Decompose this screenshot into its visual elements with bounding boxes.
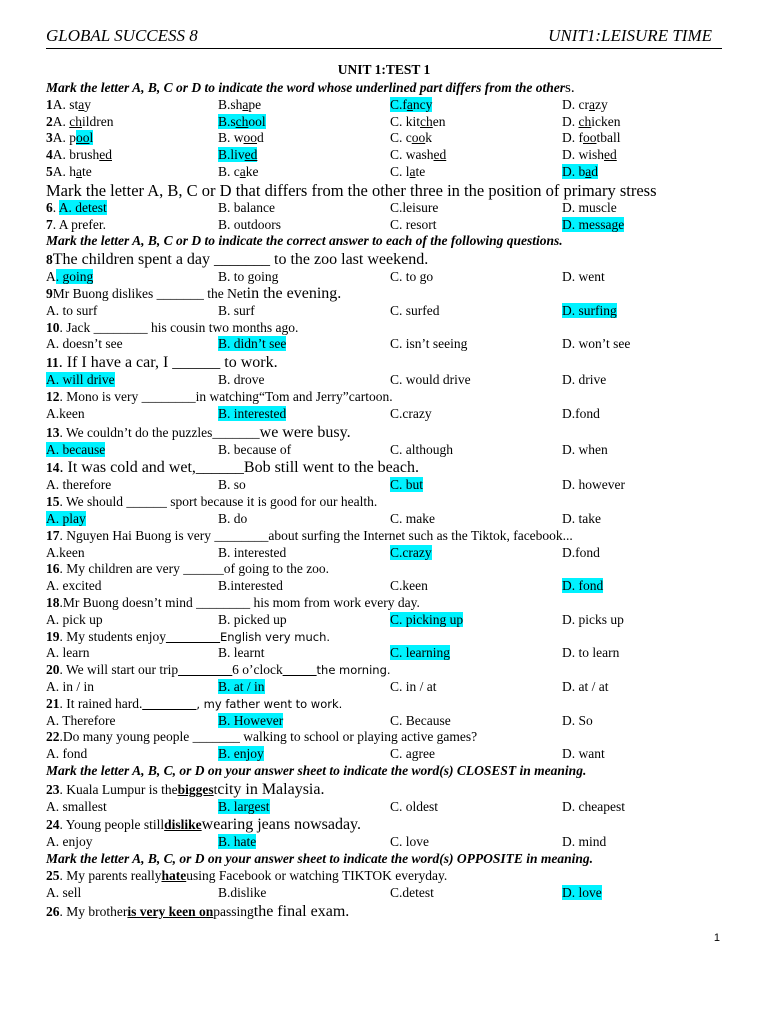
- q17-option-c[interactable]: C.crazy: [390, 544, 432, 560]
- question-4-options: [46, 147, 722, 164]
- question-18-stem: 18 .Mr Buong doesn’t mind ________ his mom from work every day.: [46, 594, 420, 610]
- q19-option-b[interactable]: B. learnt: [218, 645, 265, 661]
- q16-option-b[interactable]: B.interested: [218, 578, 283, 594]
- question-23-options: [46, 799, 722, 816]
- q25-option-a[interactable]: A. sell: [46, 884, 82, 900]
- question-19-options: [46, 645, 722, 662]
- q5-option-d[interactable]: D. bad: [562, 163, 598, 179]
- question-25-options: [46, 885, 722, 902]
- q24-option-a[interactable]: A. enjoy: [46, 834, 93, 850]
- q9-option-a[interactable]: A. to surf: [46, 302, 98, 318]
- q6-option-a[interactable]: 6. A. detest: [46, 199, 107, 215]
- question-24-stem: 24 . Young people still dislike wearing jeans nowsaday.: [46, 816, 362, 834]
- question-6-options: [46, 200, 722, 217]
- q10-option-d[interactable]: D. won’t see: [562, 336, 631, 352]
- q17-option-d[interactable]: D.fond: [562, 544, 600, 560]
- question-9-stem: 9 Mr Buong dislikes _______ the Net in the evening.: [46, 284, 342, 302]
- instruction-1: Mark the letter A, B, C or D to indicate the word whose underlined part differs from the other s.: [46, 80, 575, 96]
- q16-option-a[interactable]: A. excited: [46, 578, 102, 594]
- question-14-options: [46, 477, 722, 494]
- question-11-options: [46, 372, 722, 389]
- q1-option-c[interactable]: C.fancy: [390, 96, 433, 112]
- question-7-options: [46, 217, 722, 234]
- q18-option-c[interactable]: C. picking up: [390, 611, 464, 627]
- question-22-stem: 22 .Do many young people _______ walking to school or playing active games?: [46, 729, 478, 745]
- header-unit: UNIT1:LEISURE TIME: [548, 26, 712, 45]
- q7-option-a[interactable]: 7. A prefer.: [46, 216, 106, 232]
- q2-option-b[interactable]: B.school: [218, 113, 266, 129]
- q14-option-b[interactable]: B. so: [218, 477, 246, 493]
- q1-option-b[interactable]: B.shape: [218, 96, 262, 112]
- question-19-stem: 19 . My students enjoy ________ English very much.: [46, 628, 331, 644]
- question-13-options: [46, 442, 722, 459]
- q4-option-c[interactable]: C. washed: [390, 147, 447, 163]
- q20-option-b[interactable]: B. at / in: [218, 678, 265, 694]
- q24-option-b[interactable]: B. hate: [218, 834, 257, 850]
- q23-option-b[interactable]: B. largest: [218, 798, 270, 814]
- q17-option-a[interactable]: A.keen: [46, 544, 85, 560]
- q10-option-c[interactable]: C. isn’t seeing: [390, 336, 468, 352]
- q19-option-c[interactable]: C. learning: [390, 645, 450, 661]
- question-17-stem: 17 . Nguyen Hai Buong is very ________about surfing the Internet such as the Tiktok, facebook...: [46, 527, 573, 543]
- instruction-4: Mark the letter A, B, C, or D on your answer sheet to indicate the word(s) CLOSEST in meaning.: [46, 762, 587, 778]
- q8-option-b[interactable]: B. to going: [218, 269, 279, 285]
- q1-option-a[interactable]: 1A. stay: [46, 96, 92, 112]
- q12-option-c[interactable]: C.crazy: [390, 405, 432, 421]
- q4-option-a[interactable]: 4A. brushed: [46, 147, 112, 163]
- question-12-stem: 12 . Mono is very ________in watching“Tom and Jerry”cartoon.: [46, 388, 393, 404]
- q4-option-d[interactable]: D. wished: [562, 147, 617, 163]
- q7-option-b[interactable]: B. outdoors: [218, 216, 282, 232]
- question-5-options: [46, 164, 722, 181]
- q21-option-d[interactable]: D. So: [562, 712, 593, 728]
- q24-option-d[interactable]: D. mind: [562, 834, 607, 850]
- q3-option-a[interactable]: 3A. pool: [46, 130, 94, 146]
- question-24-options: [46, 834, 722, 851]
- q22-option-c[interactable]: C. agree: [390, 746, 435, 762]
- question-26-stem: 26 . My brother is very keen on passing the final exam.: [46, 902, 350, 920]
- q22-option-b[interactable]: B. enjoy: [218, 746, 264, 762]
- q18-option-b[interactable]: B. picked up: [218, 611, 287, 627]
- q23-option-c[interactable]: C. oldest: [390, 798, 439, 814]
- q1-option-d[interactable]: D. crazy: [562, 96, 608, 112]
- question-16-stem: 16 . My children are very ______of going to the zoo.: [46, 561, 330, 577]
- q25-option-c[interactable]: C.detest: [390, 884, 434, 900]
- q21-option-a[interactable]: A. Therefore: [46, 712, 116, 728]
- q21-option-c[interactable]: C. Because: [390, 712, 451, 728]
- q8-option-c[interactable]: C. to go: [390, 269, 434, 285]
- q2-option-c[interactable]: C. kitchen: [390, 113, 446, 129]
- question-25-stem: 25 . My parents really hate using Facebook or watching TIKTOK everyday.: [46, 868, 448, 884]
- q7-option-c[interactable]: C. resort: [390, 216, 437, 232]
- question-10-stem: 10 . Jack ________ his cousin two months ago.: [46, 319, 299, 335]
- q11-option-b[interactable]: B. drove: [218, 372, 265, 388]
- question-18-options: [46, 612, 722, 629]
- question-17-options: [46, 545, 722, 562]
- q12-option-a[interactable]: A.keen: [46, 405, 85, 421]
- question-16-options: [46, 578, 722, 595]
- question-20-stem: 20 . We will start our trip ________ 6 o’clock _____ the morning.: [46, 662, 391, 678]
- q19-option-a[interactable]: A. learn: [46, 645, 90, 661]
- q14-option-d[interactable]: D. however: [562, 477, 625, 493]
- q22-option-d[interactable]: D. want: [562, 746, 605, 762]
- q11-option-c[interactable]: C. would drive: [390, 372, 471, 388]
- test-title: UNIT 1:TEST 1: [337, 62, 431, 77]
- q16-option-d[interactable]: D. fond: [562, 578, 604, 594]
- question-9-options: [46, 303, 722, 320]
- q2-option-a[interactable]: 2A. children: [46, 113, 114, 129]
- q12-option-d[interactable]: D.fond: [562, 405, 600, 421]
- q6-option-d[interactable]: D. muscle: [562, 199, 617, 215]
- q13-option-b[interactable]: B. because of: [218, 441, 292, 457]
- question-20-options: [46, 679, 722, 696]
- instruction-5: Mark the letter A, B, C, or D on your answer sheet to indicate the word(s) OPPOSITE in meaning.: [46, 851, 594, 867]
- question-3-options: [46, 130, 722, 147]
- q10-option-b[interactable]: B. didn’t see: [218, 336, 287, 352]
- test-content: [46, 80, 722, 921]
- question-12-options: [46, 406, 722, 423]
- q21-option-b[interactable]: B. However: [218, 712, 284, 728]
- q20-option-d[interactable]: D. at / at: [562, 678, 609, 694]
- question-15-stem: 15 . We should ______ sport because it is good for our health.: [46, 494, 378, 510]
- q3-option-b[interactable]: B. wood: [218, 130, 264, 146]
- q25-option-d[interactable]: D. love: [562, 884, 602, 900]
- q3-option-d[interactable]: D. football: [562, 130, 621, 146]
- q8-option-d[interactable]: D. went: [562, 269, 605, 285]
- q23-option-a[interactable]: A. smallest: [46, 798, 107, 814]
- q5-option-a[interactable]: 5A. hate: [46, 163, 92, 179]
- q23-option-d[interactable]: D. cheapest: [562, 798, 625, 814]
- q5-option-b[interactable]: B. cake: [218, 163, 259, 179]
- q5-option-c[interactable]: C. late: [390, 163, 426, 179]
- q13-option-a[interactable]: A. because: [46, 441, 106, 457]
- q20-option-c[interactable]: C. in / at: [390, 678, 437, 694]
- header-divider: [46, 48, 722, 49]
- q15-option-b[interactable]: B. do: [218, 510, 248, 526]
- q11-option-a[interactable]: A. will drive: [46, 372, 115, 388]
- q6-option-c[interactable]: C.leisure: [390, 199, 439, 215]
- question-21-options: [46, 713, 722, 730]
- q12-option-b[interactable]: B. interested: [218, 405, 287, 421]
- q3-option-c[interactable]: C. cook: [390, 130, 432, 146]
- q18-option-a[interactable]: A. pick up: [46, 611, 103, 627]
- q9-option-b[interactable]: B. surf: [218, 302, 255, 318]
- question-15-options: [46, 511, 722, 528]
- question-11-stem: 11 . If I have a car, I ______ to work.: [46, 354, 278, 372]
- q11-option-d[interactable]: D. drive: [562, 372, 607, 388]
- question-13-stem: 13 . We couldn’t do the puzzles_______ we were busy.: [46, 423, 351, 441]
- q19-option-d[interactable]: D. to learn: [562, 645, 620, 661]
- instruction-2: Mark the letter A, B, C or D that differs from the other three in the position of primary stress: [46, 180, 657, 200]
- q4-option-b[interactable]: B.lived: [218, 147, 258, 163]
- q25-option-b[interactable]: B.dislike: [218, 884, 267, 900]
- question-8-stem: 8 The children spent a day _______ to the zoo last weekend.: [46, 251, 429, 269]
- q9-option-d[interactable]: D. surfing: [562, 302, 617, 318]
- q22-option-a[interactable]: A. fond: [46, 746, 88, 762]
- q15-option-d[interactable]: D. take: [562, 510, 601, 526]
- q13-option-d[interactable]: D. when: [562, 441, 608, 457]
- q2-option-d[interactable]: D. chicken: [562, 113, 621, 129]
- q14-option-c[interactable]: C. but: [390, 477, 424, 493]
- q10-option-a[interactable]: A. doesn’t see: [46, 336, 123, 352]
- question-1-options: [46, 97, 722, 114]
- question-14-stem: 14 . It was cold and wet,______Bob still went to the beach.: [46, 459, 419, 477]
- q24-option-c[interactable]: C. love: [390, 834, 429, 850]
- q9-option-c[interactable]: C. surfed: [390, 302, 440, 318]
- q8-option-a[interactable]: A. going: [46, 269, 94, 285]
- q16-option-c[interactable]: C.keen: [390, 578, 428, 594]
- q15-option-a[interactable]: A. play: [46, 510, 86, 526]
- q7-option-d[interactable]: D. message: [562, 216, 625, 232]
- q20-option-a[interactable]: A. in / in: [46, 678, 95, 694]
- q14-option-a[interactable]: A. therefore: [46, 477, 112, 493]
- question-23-stem: 23 . Kuala Lumpur is the bigges t city in Malaysia.: [46, 780, 325, 798]
- q6-option-b[interactable]: B. balance: [218, 199, 275, 215]
- q18-option-d[interactable]: D. picks up: [562, 611, 624, 627]
- q13-option-c[interactable]: C. although: [390, 441, 453, 457]
- question-2-options: [46, 114, 722, 131]
- question-22-options: [46, 746, 722, 763]
- page-number: 1: [713, 932, 720, 944]
- q15-option-c[interactable]: C. make: [390, 510, 435, 526]
- q17-option-b[interactable]: B. interested: [218, 544, 287, 560]
- instruction-3: Mark the letter A, B, C or D to indicate the correct answer to each of the following questions.: [46, 233, 563, 249]
- header-course: GLOBAL SUCCESS 8: [46, 26, 198, 45]
- question-21-stem: 21 . It rained hard. ________ , my father went to work.: [46, 695, 343, 711]
- question-8-options: [46, 269, 722, 286]
- question-10-options: [46, 336, 722, 353]
